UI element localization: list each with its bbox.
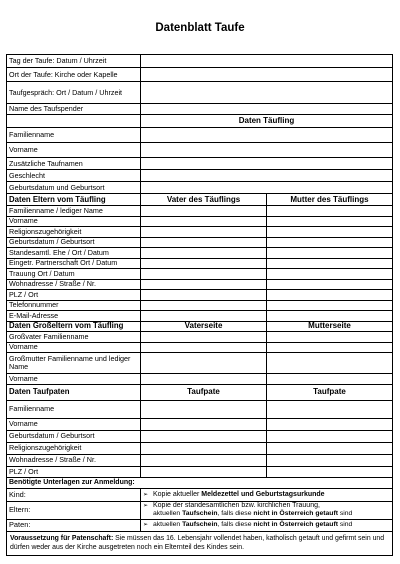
- input-cell[interactable]: [267, 248, 393, 259]
- row-label: Familienname: [7, 128, 141, 143]
- row-label: Wohnadresse / Straße / Nr.: [7, 279, 141, 290]
- table-row: [7, 430, 393, 442]
- table-row: [7, 55, 393, 68]
- sponsorship-note: Voraussetzung für Patenschaft: Sie müssen das 16. Lebensjahr vollendet haben, katholisch getauft und gefirmt sein und dürfen weder aus der Kirche ausgetreten noch ein Elternteil des Kindes sein.: [7, 531, 393, 555]
- row-label: Religionszugehörigkeit: [7, 227, 141, 238]
- row-label: Vorname: [7, 418, 141, 430]
- row-label: Familienname: [7, 400, 141, 418]
- row-label: Telefonnummer: [7, 300, 141, 311]
- column-header-godparent-2: Taufpate: [267, 384, 393, 400]
- input-cell[interactable]: [267, 227, 393, 238]
- row-label: Geburtsdatum / Geburtsort: [7, 237, 141, 248]
- input-cell[interactable]: [141, 342, 267, 353]
- table-row: [7, 104, 393, 115]
- input-cell[interactable]: [267, 400, 393, 418]
- input-cell[interactable]: [141, 269, 267, 280]
- row-label: Vorname: [7, 374, 141, 385]
- section-header-row: [7, 321, 393, 332]
- table-row: [7, 454, 393, 466]
- input-cell[interactable]: [141, 158, 393, 170]
- note-row: [7, 531, 393, 555]
- input-cell[interactable]: [267, 279, 393, 290]
- section-header-godparents: Daten Taufpaten: [7, 384, 141, 400]
- row-label: Familienname / lediger Name: [7, 206, 141, 217]
- input-cell[interactable]: [141, 400, 267, 418]
- page-title: Datenblatt Taufe: [155, 22, 245, 34]
- section-header-child: Daten Täufling: [141, 115, 393, 128]
- table-row: [7, 342, 393, 353]
- section-header-grandparents: Daten Großeltern vom Täufling: [7, 321, 141, 332]
- documents-row-paten: [7, 519, 393, 531]
- input-cell[interactable]: [267, 353, 393, 374]
- column-header-paternal: Vaterseite: [141, 321, 267, 332]
- arrow-bullet-icon: ➢: [143, 522, 149, 528]
- row-label: PLZ / Ort: [7, 466, 141, 477]
- documents-label-eltern: Eltern:: [7, 501, 141, 519]
- input-cell[interactable]: [141, 237, 267, 248]
- input-cell[interactable]: [141, 206, 267, 217]
- input-cell[interactable]: [141, 332, 267, 343]
- section-header-row: [7, 384, 393, 400]
- documents-label-kind: Kind:: [7, 488, 141, 501]
- table-row: [7, 258, 393, 269]
- table-row: [7, 300, 393, 311]
- input-cell[interactable]: [141, 128, 393, 143]
- input-cell[interactable]: [141, 143, 393, 158]
- table-row: [7, 332, 393, 343]
- row-label: Wohnadresse / Straße / Nr.: [7, 454, 141, 466]
- documents-row-kind: [7, 488, 393, 501]
- row-label: Geburtsdatum / Geburtsort: [7, 430, 141, 442]
- input-cell[interactable]: [267, 418, 393, 430]
- input-cell[interactable]: [141, 248, 267, 259]
- section-header-row: [7, 194, 393, 206]
- row-label: Großmutter Familienname und lediger Name: [7, 353, 141, 374]
- table-row: [7, 227, 393, 238]
- row-label: Name des Taufspender: [7, 104, 141, 115]
- table-row: [7, 269, 393, 280]
- input-cell[interactable]: [141, 216, 267, 227]
- documents-text-eltern: ➢ Kopie der standesamtlichen bzw. kirchlichen Trauung, aktuellen Taufschein, falls diese nicht in Österreich getauft sind: [141, 501, 393, 519]
- table-row: [7, 206, 393, 217]
- input-cell[interactable]: [267, 342, 393, 353]
- row-label: Vorname: [7, 342, 141, 353]
- row-label: Religionszugehörigkeit: [7, 442, 141, 454]
- arrow-bullet-icon: ➢: [143, 502, 149, 509]
- table-row: [7, 170, 393, 182]
- input-cell[interactable]: [141, 466, 267, 477]
- input-cell[interactable]: [267, 442, 393, 454]
- table-row: [7, 158, 393, 170]
- row-label: Standesamtl. Ehe / Ort / Datum: [7, 248, 141, 259]
- table-row: [7, 237, 393, 248]
- row-label: Tag der Taufe: Datum / Uhrzeit: [7, 55, 141, 68]
- row-label: PLZ / Ort: [7, 290, 141, 301]
- column-header-godparent-1: Taufpate: [141, 384, 267, 400]
- input-cell[interactable]: [267, 269, 393, 280]
- input-cell[interactable]: [141, 82, 393, 104]
- table-row: [7, 290, 393, 301]
- row-label: Trauung Ort / Datum: [7, 269, 141, 280]
- input-cell[interactable]: [141, 279, 267, 290]
- row-label: Geburtsdatum und Geburtsort: [7, 182, 141, 194]
- input-cell[interactable]: [267, 374, 393, 385]
- table-row: [7, 82, 393, 104]
- input-cell[interactable]: [141, 430, 267, 442]
- table-row: [7, 466, 393, 477]
- input-cell[interactable]: [141, 442, 267, 454]
- input-cell[interactable]: [141, 170, 393, 182]
- input-cell[interactable]: [267, 237, 393, 248]
- row-label: E-Mail-Adresse: [7, 311, 141, 322]
- input-cell[interactable]: [141, 300, 267, 311]
- input-cell[interactable]: [141, 374, 267, 385]
- input-cell[interactable]: [141, 227, 267, 238]
- input-cell[interactable]: [141, 353, 267, 374]
- input-cell[interactable]: [267, 290, 393, 301]
- input-cell[interactable]: [267, 466, 393, 477]
- table-row: [7, 442, 393, 454]
- table-row: [7, 418, 393, 430]
- table-row: [7, 353, 393, 374]
- row-label: Ort der Taufe: Kirche oder Kapelle: [7, 68, 141, 82]
- input-cell[interactable]: [141, 258, 267, 269]
- table-row: [7, 374, 393, 385]
- input-cell[interactable]: [267, 332, 393, 343]
- arrow-bullet-icon: ➢: [143, 491, 149, 498]
- table-row: [7, 279, 393, 290]
- column-header-mother: Mutter des Täuflings: [267, 194, 393, 206]
- documents-label-paten: Paten:: [7, 519, 141, 531]
- documents-header: Benötigte Unterlagen zur Anmeldung:: [7, 477, 393, 488]
- row-label: Großvater Familienname: [7, 332, 141, 343]
- documents-text-paten: ➢ aktuellen Taufschein, falls diese nicht in Österreich getauft sind: [141, 519, 393, 531]
- input-cell[interactable]: [141, 454, 267, 466]
- table-row: [7, 68, 393, 82]
- table-row: [7, 182, 393, 194]
- input-cell[interactable]: [267, 258, 393, 269]
- input-cell[interactable]: [141, 55, 393, 68]
- row-label: Eingetr. Partnerschaft Ort / Datum: [7, 258, 141, 269]
- input-cell[interactable]: [267, 300, 393, 311]
- table-row: [7, 311, 393, 322]
- table-row: [7, 248, 393, 259]
- input-cell[interactable]: [267, 206, 393, 217]
- row-label: Geschlecht: [7, 170, 141, 182]
- table-row: [7, 216, 393, 227]
- input-cell[interactable]: [141, 68, 393, 82]
- input-cell[interactable]: [141, 182, 393, 194]
- input-cell[interactable]: [267, 454, 393, 466]
- input-cell[interactable]: [267, 216, 393, 227]
- input-cell[interactable]: [141, 418, 267, 430]
- row-label: Vorname: [7, 216, 141, 227]
- input-cell[interactable]: [141, 290, 267, 301]
- input-cell[interactable]: [141, 311, 267, 322]
- section-header-parents: Daten Eltern vom Täufling: [7, 194, 141, 206]
- documents-row-eltern: [7, 501, 393, 519]
- baptism-form-table: [6, 54, 393, 556]
- table-row: [7, 128, 393, 143]
- row-label: Taufgespräch: Ort / Datum / Uhrzeit: [7, 82, 141, 104]
- column-header-father: Vater des Täuflings: [141, 194, 267, 206]
- documents-text-kind: ➢ Kopie aktueller Meldezettel und Geburtstagsurkunde: [141, 488, 393, 501]
- documents-header-row: [7, 477, 393, 488]
- row-label: Vorname: [7, 143, 141, 158]
- input-cell[interactable]: [267, 311, 393, 322]
- column-header-maternal: Mutterseite: [267, 321, 393, 332]
- section-header-row: [7, 115, 393, 128]
- input-cell[interactable]: [267, 430, 393, 442]
- input-cell[interactable]: [141, 104, 393, 115]
- table-row: [7, 400, 393, 418]
- row-label: Zusätzliche Taufnamen: [7, 158, 141, 170]
- table-row: [7, 143, 393, 158]
